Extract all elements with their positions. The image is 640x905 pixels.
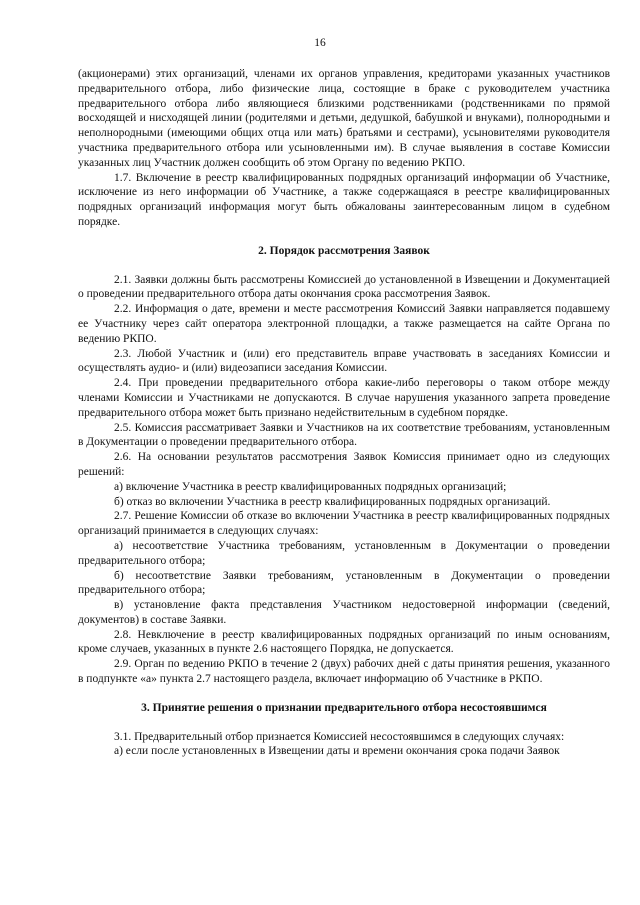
- paragraph-2-7: 2.7. Решение Комиссии об отказе во включении Участника в реестр квалифицированных подрядных организаций принимается в следующих случаях:: [78, 510, 610, 538]
- paragraph-continuation: (акционерами) этих организаций, членами их органов управления, кредиторами указанных участников предварительного отбора, либо физические лица, состоящие в браке с руководителем участника предварительного отбора либо являющиеся близкими родственниками (родственниками по прямой восходящей и нисходящей линии (родителями и детьми, дедушкой, бабушкой и внуками), полнородными и неполнородными (имеющими общих отца или мать) братьями и сестрами), усыновителями руководителя участника предварительного отбора или усыновленными им). В случае выявления в составе Комиссии указанных лиц Участник должен сообщить об этом Органу по ведению РКПО.: [78, 68, 610, 169]
- paragraph-2-3: 2.3. Любой Участник и (или) его представитель вправе участвовать в заседаниях Комиссии и осуществлять аудио- и (или) видеозаписи заседания Комиссии.: [78, 347, 610, 375]
- paragraph-2-9: 2.9. Орган по ведению РКПО в течение 2 (двух) рабочих дней с даты принятия решения, указанного в подпункте «а» пункта 2.7 настоящего раздела, включает информацию об Участнике в РКПО.: [78, 658, 610, 686]
- paragraph-2-7-a: а) несоответствие Участника требованиям, установленным в Документации о проведении предварительного отбора;: [78, 539, 610, 567]
- paragraph-2-1: 2.1. Заявки должны быть рассмотрены Комиссией до установленной в Извещении и Документацией о проведении предварительного отбора даты окончания срока рассмотрения Заявок.: [78, 273, 610, 301]
- paragraph-1-7: 1.7. Включение в реестр квалифицированных подрядных организаций информации об Участнике, исключение из него информации об Участнике, а также содержащаяся в реестре квалифицированных подрядных организаций информация могут быть обжалованы заинтересованным лицом в судебном порядке.: [78, 171, 610, 228]
- paragraph-3-1-a: а) если после установленных в Извещении даты и времени окончания срока подачи Заявок: [114, 745, 560, 758]
- paragraph-3-1: 3.1. Предварительный отбор признается Комиссией несостоявшимся в следующих случаях:: [114, 730, 565, 743]
- paragraph-2-7-v: в) установление факта представления Участником недостоверной информации (сведений, документов) в составе Заявки.: [78, 599, 610, 626]
- paragraph-2-4: 2.4. При проведении предварительного отбора какие-либо переговоры о таком отборе между членами Комиссии и Участниками не допускаются. В случае нарушения указанного запрета проведение предварительного отбора может быть признано недействительным в судебном порядке.: [78, 377, 610, 419]
- document-body: [78, 67, 610, 759]
- paragraph-2-6-b: б) отказ во включении Участника в реестр квалифицированных подрядных организаций.: [114, 495, 551, 508]
- paragraph-2-7-b: б) несоответствие Заявки требованиям, установленным в Документации о проведении предварительного отбора;: [78, 569, 610, 597]
- section-2-heading: 2. Порядок рассмотрения Заявок: [258, 244, 430, 257]
- paragraph-2-6: 2.6. На основании результатов рассмотрения Заявок Комиссия принимает одно из следующих решений:: [78, 451, 610, 478]
- section-3-heading: 3. Принятие решения о признании предварительного отбора несостоявшимся: [141, 701, 547, 714]
- paragraph-2-2: 2.2. Информация о дате, времени и месте рассмотрения Комиссий Заявки направляется подавшему ее Участнику через сайт оператора электронной площадки, а также размещается на сайте Органа по ведению РКПО.: [78, 303, 610, 345]
- paragraph-2-5: 2.5. Комиссия рассматривает Заявки и Участников на их соответствие требованиям, установленным в Документации о проведении предварительного отбора.: [78, 421, 610, 449]
- paragraph-2-8: 2.8. Невключение в реестр квалифицированных подрядных организаций по иным основаниям, кроме случаев, указанных в пункте 2.6 настоящего Порядка, не допускается.: [78, 628, 610, 656]
- paragraph-2-6-a: а) включение Участника в реестр квалифицированных подрядных организаций;: [114, 480, 507, 493]
- page-number: 16: [314, 37, 326, 49]
